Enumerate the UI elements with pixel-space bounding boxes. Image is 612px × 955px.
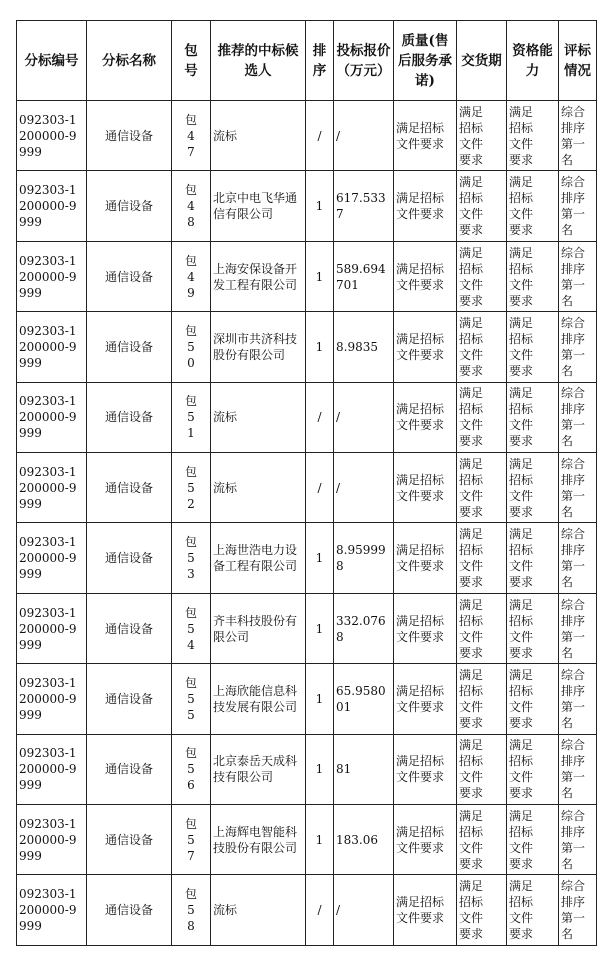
cell-sub-name: 通信设备 [87, 734, 172, 804]
bid-results-table [16, 20, 597, 946]
table-row [17, 593, 597, 663]
cell-evaluation [559, 523, 597, 593]
cell-delivery [457, 875, 507, 946]
header-price: 投标报价（万元） [334, 21, 394, 101]
cell-candidate: 流标 [211, 875, 306, 946]
cell-delivery [457, 523, 507, 593]
cell-quality: 满足招标文件要求 [394, 171, 457, 241]
cell-rank: 1 [306, 805, 334, 875]
cell-capability [507, 664, 559, 734]
cell-capability-text: 满足招标文件要求 [509, 315, 534, 378]
header-capability: 资格能力 [507, 21, 559, 101]
cell-sub-name: 通信设备 [87, 523, 172, 593]
table-body [17, 101, 597, 946]
cell-evaluation [559, 805, 597, 875]
cell-quality: 满足招标文件要求 [394, 664, 457, 734]
cell-candidate: 北京中电飞华通信有限公司 [211, 171, 306, 241]
cell-delivery [457, 734, 507, 804]
cell-capability-text: 满足招标文件要求 [509, 104, 534, 167]
cell-evaluation [559, 312, 597, 382]
cell-candidate: 上海世浩电力设备工程有限公司 [211, 523, 306, 593]
cell-evaluation [559, 875, 597, 946]
cell-sub-no: 092303-1200000-9999 [17, 241, 87, 311]
cell-rank: 1 [306, 523, 334, 593]
header-quality: 质量(售后服务承诺) [394, 21, 457, 101]
cell-sub-name: 通信设备 [87, 593, 172, 663]
cell-pkg [172, 382, 211, 452]
cell-capability-text: 满足招标文件要求 [509, 597, 534, 660]
cell-delivery-text: 满足招标文件要求 [459, 386, 484, 449]
cell-evaluation [559, 734, 597, 804]
cell-sub-no: 092303-1200000-9999 [17, 453, 87, 523]
cell-capability [507, 171, 559, 241]
cell-pkg-text: 包53 [184, 535, 197, 582]
cell-pkg [172, 171, 211, 241]
cell-delivery [457, 101, 507, 171]
cell-delivery-text: 满足招标文件要求 [459, 667, 484, 730]
table-row [17, 312, 597, 382]
cell-candidate: 上海欣能信息科技发展有限公司 [211, 664, 306, 734]
cell-delivery [457, 382, 507, 452]
cell-pkg-text: 包50 [184, 323, 197, 370]
cell-pkg [172, 664, 211, 734]
cell-candidate: 流标 [211, 453, 306, 523]
cell-capability-text: 满足招标文件要求 [509, 527, 534, 590]
cell-rank: 1 [306, 312, 334, 382]
cell-evaluation-text: 综合排序第一名 [561, 527, 586, 590]
cell-delivery-text: 满足招标文件要求 [459, 527, 484, 590]
cell-capability-text: 满足招标文件要求 [509, 245, 534, 308]
cell-pkg [172, 805, 211, 875]
table-row [17, 523, 597, 593]
cell-rank: / [306, 101, 334, 171]
cell-price: 332.0768 [334, 593, 394, 663]
cell-price: / [334, 101, 394, 171]
cell-rank: / [306, 875, 334, 946]
cell-delivery [457, 805, 507, 875]
table-row [17, 664, 597, 734]
cell-capability-text: 满足招标文件要求 [509, 456, 534, 519]
cell-pkg-text: 包47 [184, 112, 197, 159]
cell-evaluation-text: 综合排序第一名 [561, 245, 586, 308]
cell-candidate: 齐丰科技股份有限公司 [211, 593, 306, 663]
table-row [17, 453, 597, 523]
cell-capability-text: 满足招标文件要求 [509, 667, 534, 730]
cell-price: / [334, 875, 394, 946]
cell-sub-name: 通信设备 [87, 241, 172, 311]
table-row [17, 875, 597, 946]
cell-sub-name: 通信设备 [87, 171, 172, 241]
cell-rank: 1 [306, 171, 334, 241]
cell-sub-name: 通信设备 [87, 664, 172, 734]
cell-price: 8.959998 [334, 523, 394, 593]
cell-evaluation [559, 453, 597, 523]
cell-sub-no: 092303-1200000-9999 [17, 875, 87, 946]
table-row [17, 382, 597, 452]
cell-sub-no: 092303-1200000-9999 [17, 664, 87, 734]
cell-delivery [457, 593, 507, 663]
cell-delivery-text: 满足招标文件要求 [459, 597, 484, 660]
cell-delivery-text: 满足招标文件要求 [459, 175, 484, 238]
cell-quality: 满足招标文件要求 [394, 805, 457, 875]
cell-rank: 1 [306, 593, 334, 663]
cell-pkg-text: 包52 [184, 464, 197, 511]
cell-quality: 满足招标文件要求 [394, 312, 457, 382]
cell-capability-text: 满足招标文件要求 [509, 386, 534, 449]
cell-sub-no: 092303-1200000-9999 [17, 734, 87, 804]
cell-pkg [172, 523, 211, 593]
cell-evaluation [559, 241, 597, 311]
cell-capability [507, 382, 559, 452]
cell-capability [507, 453, 559, 523]
cell-candidate: 北京泰岳天成科技有限公司 [211, 734, 306, 804]
cell-capability [507, 101, 559, 171]
cell-delivery [457, 453, 507, 523]
cell-pkg [172, 593, 211, 663]
cell-pkg [172, 101, 211, 171]
header-rank: 排序 [306, 21, 334, 101]
cell-evaluation [559, 593, 597, 663]
cell-evaluation-text: 综合排序第一名 [561, 597, 586, 660]
cell-capability [507, 523, 559, 593]
cell-price: 65.958001 [334, 664, 394, 734]
cell-price: 8.9835 [334, 312, 394, 382]
cell-capability [507, 312, 559, 382]
cell-quality: 满足招标文件要求 [394, 593, 457, 663]
cell-delivery-text: 满足招标文件要求 [459, 808, 484, 871]
cell-sub-name: 通信设备 [87, 805, 172, 875]
cell-capability-text: 满足招标文件要求 [509, 175, 534, 238]
header-delivery: 交货期 [457, 21, 507, 101]
cell-evaluation [559, 664, 597, 734]
cell-candidate: 流标 [211, 382, 306, 452]
cell-evaluation [559, 101, 597, 171]
cell-delivery-text: 满足招标文件要求 [459, 104, 484, 167]
cell-sub-name: 通信设备 [87, 101, 172, 171]
cell-capability-text: 满足招标文件要求 [509, 738, 534, 801]
cell-delivery [457, 241, 507, 311]
cell-rank: 1 [306, 664, 334, 734]
header-row [17, 21, 597, 101]
cell-rank: 1 [306, 241, 334, 311]
cell-candidate: 流标 [211, 101, 306, 171]
cell-capability [507, 241, 559, 311]
cell-price: 81 [334, 734, 394, 804]
cell-evaluation-text: 综合排序第一名 [561, 808, 586, 871]
cell-delivery [457, 171, 507, 241]
cell-capability [507, 875, 559, 946]
cell-delivery-text: 满足招标文件要求 [459, 879, 484, 942]
cell-evaluation-text: 综合排序第一名 [561, 456, 586, 519]
cell-pkg-text: 包51 [184, 394, 197, 441]
cell-quality: 满足招标文件要求 [394, 875, 457, 946]
cell-evaluation-text: 综合排序第一名 [561, 386, 586, 449]
cell-price: 617.5337 [334, 171, 394, 241]
cell-capability-text: 满足招标文件要求 [509, 808, 534, 871]
cell-sub-no: 092303-1200000-9999 [17, 523, 87, 593]
table-row [17, 734, 597, 804]
cell-delivery-text: 满足招标文件要求 [459, 315, 484, 378]
cell-evaluation-text: 综合排序第一名 [561, 315, 586, 378]
cell-pkg [172, 875, 211, 946]
cell-price: 589.694701 [334, 241, 394, 311]
header-pkg [172, 21, 211, 101]
cell-sub-no: 092303-1200000-9999 [17, 101, 87, 171]
header-pkg-text: 包号 [184, 42, 198, 79]
cell-sub-no: 092303-1200000-9999 [17, 312, 87, 382]
cell-capability [507, 805, 559, 875]
cell-pkg-text: 包55 [184, 675, 197, 722]
cell-delivery [457, 312, 507, 382]
cell-sub-name: 通信设备 [87, 875, 172, 946]
cell-sub-name: 通信设备 [87, 382, 172, 452]
cell-evaluation [559, 382, 597, 452]
table-row [17, 171, 597, 241]
table-row [17, 101, 597, 171]
cell-candidate: 上海安保设备开发工程有限公司 [211, 241, 306, 311]
header-candidate: 推荐的中标候选人 [211, 21, 306, 101]
cell-sub-no: 092303-1200000-9999 [17, 805, 87, 875]
table-row [17, 241, 597, 311]
cell-candidate: 上海辉电智能科技股份有限公司 [211, 805, 306, 875]
cell-pkg [172, 453, 211, 523]
cell-pkg-text: 包56 [184, 746, 197, 793]
cell-price: / [334, 453, 394, 523]
cell-capability-text: 满足招标文件要求 [509, 879, 534, 942]
cell-evaluation-text: 综合排序第一名 [561, 104, 586, 167]
cell-candidate: 深圳市共济科技股份有限公司 [211, 312, 306, 382]
cell-pkg-text: 包49 [184, 253, 197, 300]
cell-sub-no: 092303-1200000-9999 [17, 382, 87, 452]
cell-evaluation-text: 综合排序第一名 [561, 175, 586, 238]
cell-capability [507, 734, 559, 804]
cell-pkg [172, 734, 211, 804]
table-row [17, 805, 597, 875]
cell-quality: 满足招标文件要求 [394, 101, 457, 171]
cell-price: / [334, 382, 394, 452]
cell-capability [507, 593, 559, 663]
cell-pkg-text: 包48 [184, 183, 197, 230]
cell-evaluation-text: 综合排序第一名 [561, 879, 586, 942]
cell-quality: 满足招标文件要求 [394, 241, 457, 311]
cell-sub-name: 通信设备 [87, 453, 172, 523]
cell-pkg-text: 包58 [184, 887, 197, 934]
cell-quality: 满足招标文件要求 [394, 453, 457, 523]
cell-evaluation-text: 综合排序第一名 [561, 667, 586, 730]
cell-delivery-text: 满足招标文件要求 [459, 738, 484, 801]
cell-pkg [172, 312, 211, 382]
cell-sub-name: 通信设备 [87, 312, 172, 382]
cell-delivery-text: 满足招标文件要求 [459, 456, 484, 519]
cell-quality: 满足招标文件要求 [394, 734, 457, 804]
cell-price: 183.06 [334, 805, 394, 875]
header-sub-name: 分标名称 [87, 21, 172, 101]
header-evaluation: 评标情况 [559, 21, 597, 101]
cell-quality: 满足招标文件要求 [394, 523, 457, 593]
cell-pkg-text: 包57 [184, 816, 197, 863]
cell-rank: / [306, 453, 334, 523]
cell-delivery-text: 满足招标文件要求 [459, 245, 484, 308]
cell-evaluation [559, 171, 597, 241]
cell-rank: 1 [306, 734, 334, 804]
cell-quality: 满足招标文件要求 [394, 382, 457, 452]
cell-delivery [457, 664, 507, 734]
cell-sub-no: 092303-1200000-9999 [17, 593, 87, 663]
cell-sub-no: 092303-1200000-9999 [17, 171, 87, 241]
cell-rank: / [306, 382, 334, 452]
header-sub-no: 分标编号 [17, 21, 87, 101]
cell-evaluation-text: 综合排序第一名 [561, 738, 586, 801]
cell-pkg [172, 241, 211, 311]
cell-pkg-text: 包54 [184, 605, 197, 652]
